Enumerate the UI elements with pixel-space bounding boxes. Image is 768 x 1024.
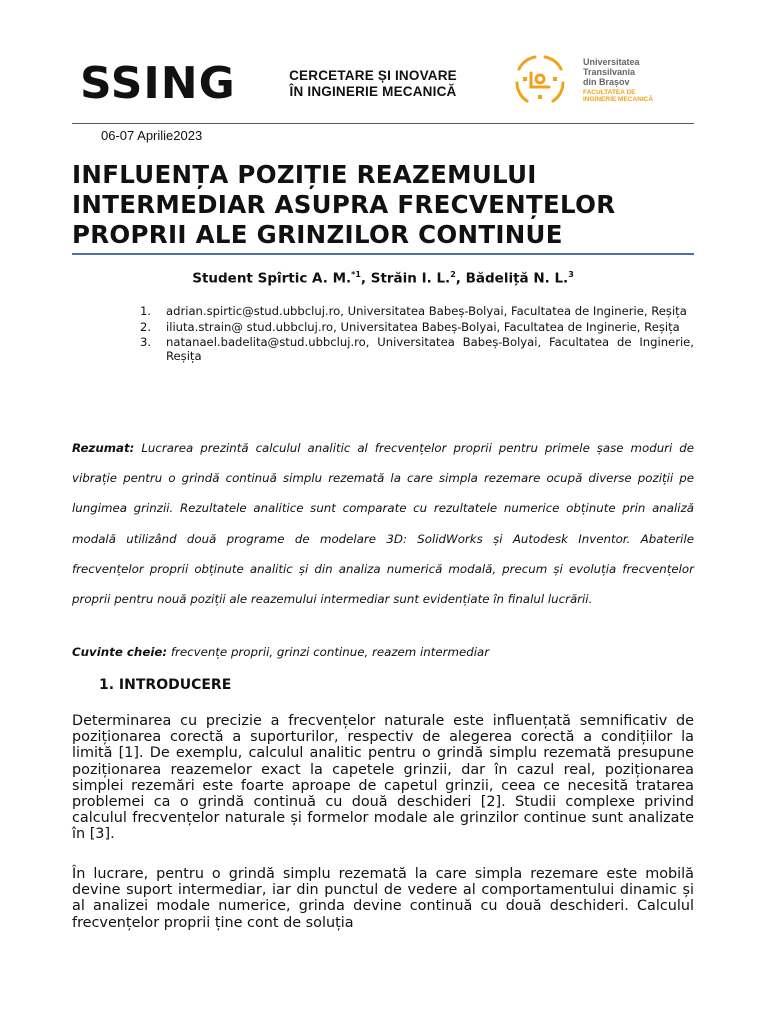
conference-tagline <box>262 68 484 100</box>
tagline-line-1: CERCETARE ȘI INOVARE <box>289 68 457 83</box>
tagline-line-2: ÎN INGINERIE MECANICĂ <box>289 84 457 99</box>
faculty-name: FACULTATEA DE INGINERIE MECANICĂ <box>583 89 654 103</box>
university-emblem-icon <box>505 47 575 117</box>
affiliation-item: 1. adrian.spirtic@stud.ubbcluj.ro, Universitatea Babeș-Bolyai, Facultatea de Inginerie, Reșița <box>140 304 687 318</box>
section-heading: 1. INTRODUCERE <box>99 677 232 693</box>
paper-title: INFLUENȚA POZIȚIE REAZEMULUI INTERMEDIAR ASUPRA FRECVENȚELOR PROPRII ALE GRINZILOR CONTINUE <box>72 160 616 249</box>
conference-brand: SSING <box>80 58 236 109</box>
header-divider <box>72 123 694 124</box>
title-divider <box>72 253 694 255</box>
author-2-sup: 2 <box>450 270 456 279</box>
conference-date: 06-07 Aprilie2023 <box>101 128 203 143</box>
author-1: Student Spîrtic A. M. <box>192 270 352 287</box>
affiliation-item: 2. iliuta.strain@ stud.ubbcluj.ro, Universitatea Babeș-Bolyai, Facultatea de Inginerie, Reșița <box>140 319 680 334</box>
keywords-label: Cuvinte cheie: <box>72 645 168 659</box>
author-1-sup: *1 <box>351 270 361 279</box>
university-logo <box>505 47 680 117</box>
abstract-text: Lucrarea prezintă calculul analitic al frecvențelor proprii pentru primele șase moduri de vibrație pentru o grindă continuă simplu rezemată la care simpla rezemare ocupă diverse poziții pe lungimea grinzii. Rezultatele analitice sunt comparate cu rezultatele numerice obținute prin analiză modală utilizând două programe de modelare 3D: SolidWorks și Autodesk Inventor. Abaterile frecvențelor proprii obținute analitic și din analiza numerică modală, precum și evoluția frecvențelor proprii pentru nouă poziții ale reazemului intermediar sunt evidențiate în finalul lucrării. <box>72 441 694 607</box>
body-paragraph: În lucrare, pentru o grindă simplu rezemată la care simpla rezemare este mobilă devine suport intermediar, iar din punctul de vedere al comportamentului dinamic și al analizei modale numerice, grinda devine continuă cu două deschideri. Calculul frecvențelor proprii ține cont de soluția <box>72 866 694 931</box>
university-name: Universitatea Transilvania din Brașov FACULTATEA DE INGINERIE MECANICĂ <box>583 57 654 103</box>
author-3: , Bădeliță N. L. <box>455 270 569 287</box>
keywords-text: frecvențe proprii, grinzi continue, reazem intermediar <box>167 645 490 659</box>
author-list <box>72 270 694 287</box>
affiliation-list <box>140 305 694 365</box>
abstract-label: Rezumat: <box>72 441 135 455</box>
author-3-sup: 3 <box>568 270 574 279</box>
affiliation-item: 3. natanael.badelita@stud.ubbcluj.ro, Universitatea Babeș-Bolyai, Facultatea de Inginerie, Reșița <box>140 335 694 363</box>
body-paragraph: Determinarea cu precizie a frecvențelor naturale este influențată semnificativ de poziționarea corectă a suporturilor, respectiv de alegerea corectă a condițiilor la limită [1]. De exemplu, calculul analitic pentru o grindă simplu rezemată presupune poziționarea reazemelor exact la capetele grinzii, dar în cazul real, poziționarea simplei rezemări este foarte aproape de capetul grinzii, ceea ce necesită tratarea problemei ca o grindă continuă cu două deschideri [2]. Studii complexe privind calculul frecvențelor naturale și formelor modale ale grinzilor continue sunt analizate în [3]. <box>72 713 694 843</box>
paper-header <box>0 0 768 122</box>
author-2: , Străin I. L. <box>360 270 451 287</box>
keywords <box>72 645 694 659</box>
abstract <box>72 433 694 614</box>
